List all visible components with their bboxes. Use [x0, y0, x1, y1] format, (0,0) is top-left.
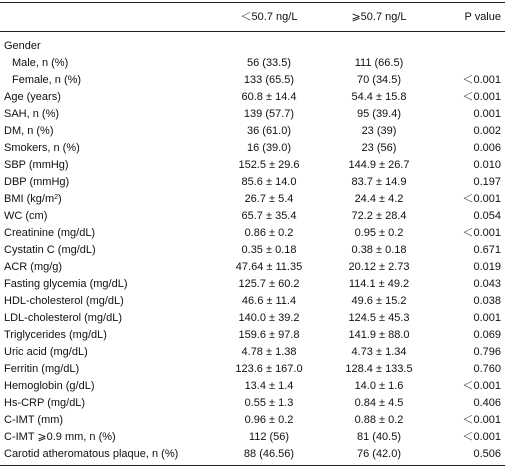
row-label-text: ACR (mg/g) — [4, 261, 63, 273]
row-label — [0, 157, 215, 174]
row-label — [0, 55, 215, 72]
p-value: 0.019 — [473, 261, 501, 273]
high-group-value: 81 (40.5) — [356, 431, 402, 443]
row-label-text: Cystatin C (mg/dL) — [4, 244, 96, 256]
high-group-value: 70 (34.5) — [356, 74, 402, 86]
row-label — [0, 89, 215, 106]
table-row — [0, 208, 505, 225]
low-group-value: 140.0 ± 39.2 — [238, 312, 300, 324]
row-label — [0, 123, 215, 140]
low-group-value: 0.86 ± 0.2 — [244, 227, 294, 239]
row-label-text: Triglycerides (mg/dL) — [4, 329, 107, 341]
p-value — [435, 55, 505, 72]
low-group-value: 36 (61.0) — [246, 125, 292, 137]
table-row — [0, 361, 505, 378]
high-group-value: 95 (39.4) — [356, 108, 402, 120]
table-row — [0, 327, 505, 344]
high-group-value: 111 (66.5) — [354, 57, 404, 69]
low-group-value: 47.64 ± 11.35 — [235, 261, 303, 273]
p-value: 0.010 — [473, 159, 501, 171]
row-label-text: Uric acid (mg/dL) — [4, 346, 88, 358]
high-group-value: 114.1 ± 49.2 — [348, 278, 410, 290]
low-group-value — [215, 32, 323, 56]
row-label-text: Carotid atheromatous plaque, n (%) — [4, 448, 179, 460]
high-group-value: 54.4 ± 15.8 — [351, 91, 407, 103]
low-group-value: 16 (39.0) — [246, 142, 292, 154]
high-group-value: 0.84 ± 4.5 — [354, 397, 404, 409]
low-group-value: 46.6 ± 11.4 — [241, 295, 297, 307]
table-row — [0, 55, 505, 72]
row-label-text: SAH, n (%) — [4, 108, 60, 120]
row-label-superscript: 2 — [54, 194, 59, 201]
row-label-text: Ferritin (mg/dL) — [4, 363, 80, 375]
high-group-value: 24.4 ± 4.2 — [354, 193, 404, 205]
table-row — [0, 310, 505, 327]
row-label-text: Creatinine (mg/dL) — [4, 227, 96, 239]
row-label-text: DM, n (%) — [4, 125, 54, 137]
row-label-text: WC (cm) — [4, 210, 48, 222]
high-group-value: 0.95 ± 0.2 — [354, 227, 404, 239]
p-value: 0.506 — [435, 446, 505, 466]
p-value: 0.760 — [473, 363, 501, 375]
high-group-value: 141.9 ± 88.0 — [348, 329, 410, 341]
data-table — [0, 2, 505, 466]
low-group-value: 0.55 ± 1.3 — [244, 397, 294, 409]
low-group-value: 65.7 ± 35.4 — [241, 210, 297, 222]
table-row — [0, 242, 505, 259]
low-group-value: 112 (56) — [248, 431, 290, 443]
p-value: ＜0.001 — [462, 414, 501, 426]
low-group-value: 0.35 ± 0.18 — [241, 244, 297, 256]
low-group-value: 13.4 ± 1.4 — [244, 380, 294, 392]
row-label-text: Male, n (%) — [12, 57, 69, 69]
high-group-value: 83.7 ± 14.9 — [351, 176, 407, 188]
table-row — [0, 72, 505, 89]
table-row — [0, 344, 505, 361]
p-value: ＜0.001 — [462, 91, 501, 103]
high-group-value: 4.73 ± 1.34 — [351, 346, 407, 358]
row-label — [0, 429, 215, 446]
table-row — [0, 191, 505, 208]
high-group-value: 14.0 ± 1.6 — [354, 380, 404, 392]
p-value: 0.796 — [473, 346, 501, 358]
row-label — [0, 242, 215, 259]
p-value: ＜0.001 — [462, 193, 501, 205]
p-value: 0.197 — [473, 176, 501, 188]
header-p-value: P value — [435, 3, 505, 32]
high-group-value: 49.6 ± 15.2 — [351, 295, 407, 307]
table-row — [0, 276, 505, 293]
row-label-text: Smokers, n (%) — [4, 142, 80, 154]
low-group-value: 4.78 ± 1.38 — [241, 346, 297, 358]
row-label — [0, 174, 215, 191]
low-group-value: 159.6 ± 97.8 — [238, 329, 300, 341]
p-value — [435, 32, 505, 56]
row-label — [0, 395, 215, 412]
row-label-end: ) — [58, 193, 62, 205]
table-row — [0, 259, 505, 276]
p-value: 0.002 — [473, 125, 501, 137]
header-low-group: ＜50.7 ng/L — [215, 3, 323, 32]
row-label — [0, 293, 215, 310]
row-label — [0, 32, 215, 56]
row-label-text: C-IMT ⩾0.9 mm, n (%) — [4, 431, 116, 443]
high-group-value: 0.88 ± 0.2 — [354, 414, 404, 426]
table-row — [0, 225, 505, 242]
high-group-value — [323, 32, 435, 56]
low-group-value: 60.8 ± 14.4 — [241, 91, 297, 103]
row-label — [0, 106, 215, 123]
table-row — [0, 429, 505, 446]
row-label — [0, 140, 215, 157]
table-row — [0, 378, 505, 395]
low-group-value: 133 (65.5) — [243, 74, 295, 86]
header-row — [0, 3, 505, 32]
high-group-value: 76 (42.0) — [323, 446, 435, 466]
low-group-value: 85.6 ± 14.0 — [241, 176, 297, 188]
p-value: 0.043 — [473, 278, 501, 290]
p-value: ＜0.001 — [462, 74, 501, 86]
low-group-value: 125.7 ± 60.2 — [238, 278, 300, 290]
p-value: 0.001 — [473, 108, 501, 120]
low-group-value: 139 (57.7) — [243, 108, 295, 120]
table-row — [0, 174, 505, 191]
row-label-text: Hs-CRP (mg/dL) — [4, 397, 86, 409]
row-label-text: Gender — [4, 40, 41, 52]
header-high-group: ⩾50.7 ng/L — [323, 3, 435, 32]
row-label — [0, 412, 215, 429]
high-group-value: 72.2 ± 28.4 — [351, 210, 407, 222]
high-group-value: 20.12 ± 2.73 — [348, 261, 410, 273]
low-group-value: 0.96 ± 0.2 — [244, 414, 294, 426]
table-row — [0, 106, 505, 123]
row-label — [0, 327, 215, 344]
row-label-text: Hemoglobin (g/dL) — [4, 380, 95, 392]
high-group-value: 23 (39) — [361, 125, 397, 137]
low-group-value: 123.6 ± 167.0 — [235, 363, 303, 375]
p-value: ＜0.001 — [462, 227, 501, 239]
header-variable — [0, 3, 215, 32]
low-group-value: 88 (46.56) — [215, 446, 323, 466]
table-row — [0, 140, 505, 157]
row-label-text: LDL-cholesterol (mg/dL) — [4, 312, 122, 324]
p-value: 0.038 — [473, 295, 501, 307]
p-value: 0.054 — [473, 210, 501, 222]
p-value: ＜0.001 — [462, 380, 501, 392]
p-value: 0.069 — [473, 329, 501, 341]
low-group-value: 26.7 ± 5.4 — [244, 193, 294, 205]
table-row — [0, 89, 505, 106]
table-body — [0, 32, 505, 466]
low-group-value: 56 (33.5) — [246, 57, 292, 69]
row-label — [0, 361, 215, 378]
row-label-text: Fasting glycemia (mg/dL) — [4, 278, 128, 290]
p-value: 0.001 — [473, 312, 501, 324]
row-label-text: C-IMT (mm) — [4, 414, 64, 426]
table-row — [0, 32, 505, 56]
high-group-value: 0.38 ± 0.18 — [351, 244, 407, 256]
row-label — [0, 208, 215, 225]
p-value: 0.671 — [473, 244, 501, 256]
row-label — [0, 378, 215, 395]
high-group-value: 124.5 ± 45.3 — [348, 312, 410, 324]
row-label — [0, 259, 215, 276]
high-group-value: 144.9 ± 26.7 — [348, 159, 410, 171]
row-label-text: BMI (kg/m — [4, 193, 55, 205]
p-value: ＜0.001 — [462, 431, 501, 443]
p-value: 0.406 — [473, 397, 501, 409]
row-label — [0, 344, 215, 361]
table-row — [0, 395, 505, 412]
row-label-text: Female, n (%) — [12, 74, 82, 86]
row-label-text: HDL-cholesterol (mg/dL) — [4, 295, 124, 307]
row-label — [0, 310, 215, 327]
low-group-value: 152.5 ± 29.6 — [238, 159, 300, 171]
row-label-text: DBP (mmHg) — [4, 176, 70, 188]
row-label-text: Age (years) — [4, 91, 61, 103]
row-label — [0, 276, 215, 293]
table-header — [0, 3, 505, 32]
high-group-value: 128.4 ± 133.5 — [345, 363, 413, 375]
table-row — [0, 157, 505, 174]
row-label — [0, 191, 215, 208]
high-group-value: 23 (56) — [361, 142, 397, 154]
table-row — [0, 123, 505, 140]
row-label — [0, 72, 215, 89]
table-row — [0, 293, 505, 310]
table-row — [0, 412, 505, 429]
p-value: 0.006 — [473, 142, 501, 154]
row-label — [0, 225, 215, 242]
row-label-text: SBP (mmHg) — [4, 159, 69, 171]
